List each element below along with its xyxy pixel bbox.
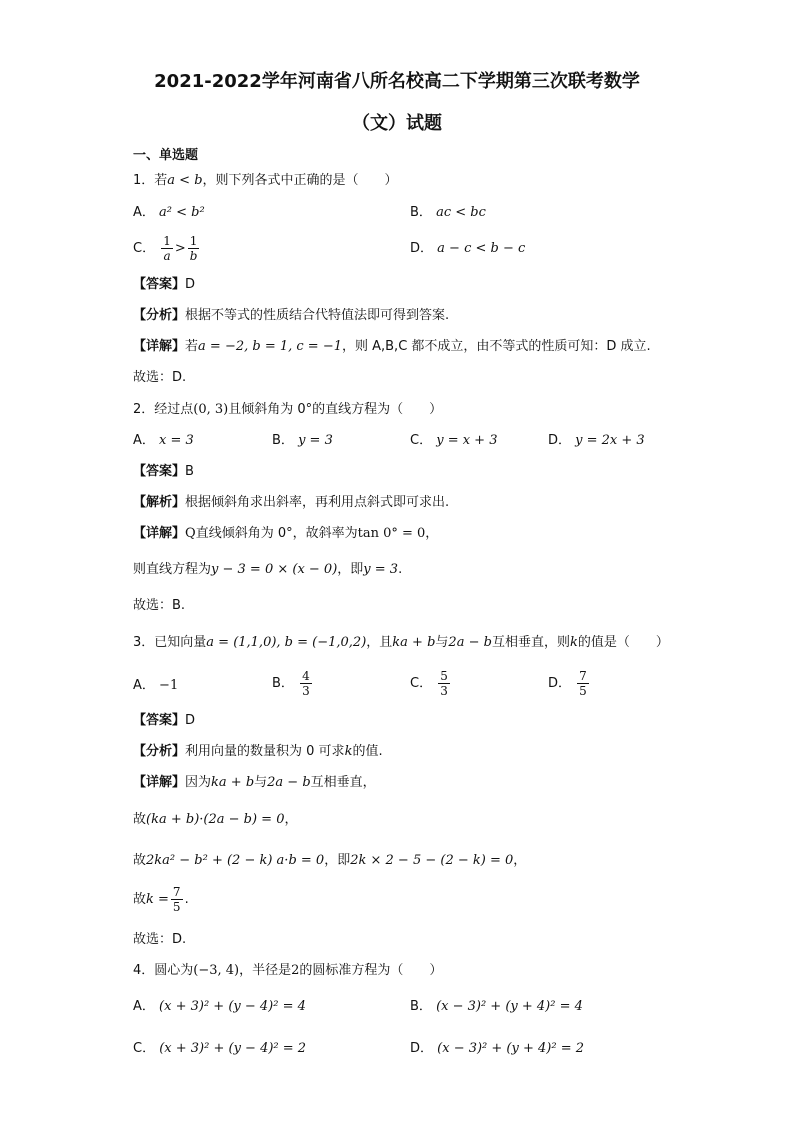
q2-detail: 【详解】Q直线倾斜角为 0°，故斜率为tan 0° = 0， [133, 526, 439, 541]
page-title: 2021-2022学年河南省八所名校高二下学期第三次联考数学 [154, 71, 640, 92]
q1-choose: 故选：D. [133, 370, 187, 385]
q3-option-d: D． $\frac{7}{5}$ [548, 669, 587, 698]
q2-answer: 【答案】B [133, 464, 194, 479]
q1-option-c: C． $\frac{1}{a}$ > $\frac{1}{b}$ [133, 234, 198, 263]
q4-stem: 4．圆心为(−3, 4)，半径是2的圆标准方程为（ ） [133, 963, 443, 978]
q2-choose: 故选：B. [133, 598, 186, 613]
q2-option-b: B． y = 3 [272, 433, 333, 448]
q4-option-b: B． (x − 3)² + (y + 4)² = 4 [410, 999, 583, 1014]
q1-stem: 1．若a < b，则下列各式中正确的是（ ） [133, 173, 398, 188]
q3-answer: 【答案】D [133, 713, 196, 728]
q1-option-d: D． a − c < b − c [410, 241, 526, 256]
q2-option-d: D． y = 2x + 3 [548, 433, 645, 448]
fraction: $\frac{7}{5}$ [579, 669, 587, 698]
q4-option-d: D． (x − 3)² + (y + 4)² = 2 [410, 1041, 584, 1056]
q3-step-2: 故2ka² − b² + (2 − k) a·b = 0，即2k × 2 − 5 − (2 − k) = 0， [133, 853, 527, 868]
q4-option-c: C． (x + 3)² + (y − 4)² = 2 [133, 1041, 307, 1056]
fraction: $\frac{1}{b}$ [189, 234, 198, 263]
q3-analysis: 【分析】利用向量的数量积为 0 可求k的值. [133, 744, 383, 759]
q3-stem: 3．已知向量a = (1,1,0), b = (−1,0,2)，且ka + b与2a − b互相垂直，则k的值是（ ） [133, 635, 669, 650]
fraction: $\frac{4}{3}$ [302, 669, 310, 698]
q1-answer: 【答案】D [133, 277, 196, 292]
q4-option-a: A． (x + 3)² + (y − 4)² = 4 [133, 999, 306, 1014]
q1-option-a: A． a² < b² [133, 205, 205, 220]
q2-option-c: C． y = x + 3 [410, 433, 498, 448]
fraction: $\frac{7}{5}$ [172, 885, 181, 914]
q2-equation: 则直线方程为y − 3 = 0 × (x − 0)，即y = 3. [133, 562, 403, 577]
q3-option-c: C． $\frac{5}{3}$ [410, 669, 448, 698]
fraction: $\frac{5}{3}$ [440, 669, 448, 698]
page-subtitle: （文）试题 [352, 113, 442, 134]
q3-step-3: 故k = $\frac{7}{5}$ . [133, 885, 189, 914]
q1-detail: 【详解】若a = −2, b = 1, c = −1，则 A,B,C 都不成立，由不等式的性质可知：D 成立. [133, 339, 651, 354]
q2-option-a: A． x = 3 [133, 433, 194, 448]
q3-option-b: B． $\frac{4}{3}$ [272, 669, 310, 698]
q3-option-a: A． −1 [133, 678, 179, 693]
fraction: $\frac{1}{a}$ [163, 234, 171, 263]
q3-choose: 故选：D. [133, 932, 187, 947]
q3-detail: 【详解】因为ka + b与2a − b互相垂直， [133, 775, 376, 790]
q3-step-1: 故(ka + b)·(2a − b) = 0， [133, 812, 298, 827]
section-heading: 一、单选题 [133, 148, 199, 163]
q2-stem: 2．经过点(0, 3)且倾斜角为 0°的直线方程为（ ） [133, 402, 443, 417]
q1-analysis: 【分析】根据不等式的性质结合代特值法即可得到答案. [133, 308, 450, 323]
q2-analysis: 【解析】根据倾斜角求出斜率，再利用点斜式即可求出. [133, 495, 450, 510]
q1-option-b: B． ac < bc [410, 205, 486, 220]
